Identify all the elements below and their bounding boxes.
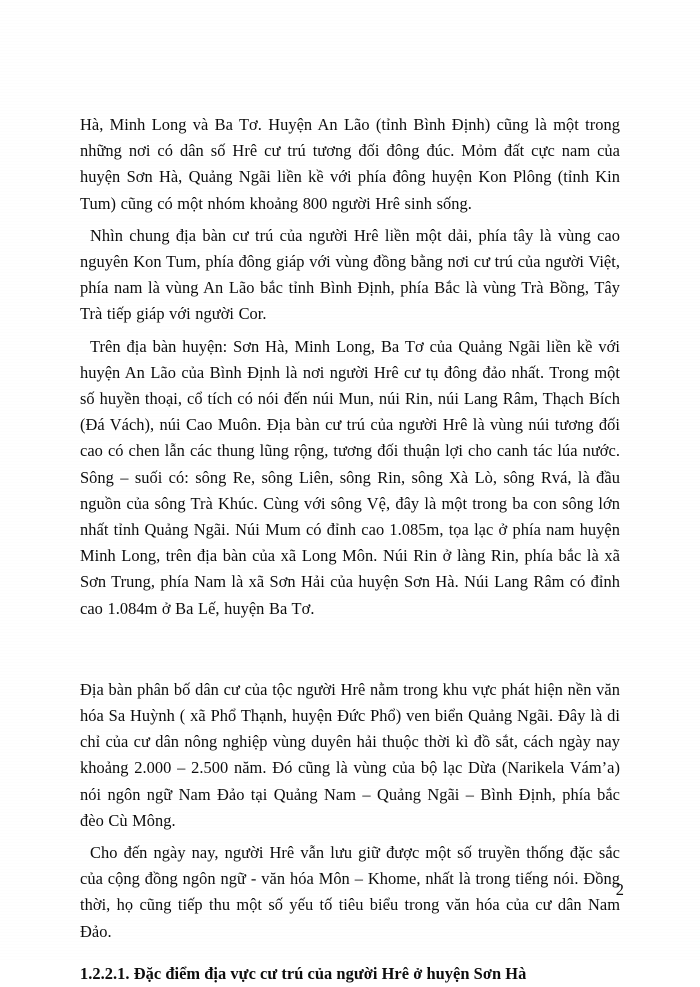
page-number: 2 <box>615 880 624 899</box>
page-body <box>80 112 620 987</box>
paragraph-1: Hà, Minh Long và Ba Tơ. Huyện An Lão (tỉnh Bình Định) cũng là một trong những nơi có dân số Hrê cư trú tương đối đông đúc. Mỏm đất cực nam của huyện Sơn Hà, Quảng Ngãi liền kề với phía đông huyện Kon Plông (tỉnh Kin Tum) cũng có một nhóm khoảng 800 người Hrê sinh sống. <box>80 115 620 213</box>
paragraph-4: Địa bàn phân bố dân cư của tộc người Hrê nằm trong khu vực phát hiện nền văn hóa Sa Huỳnh ( xã Phổ Thạnh, huyện Đức Phổ) ven biển Quảng Ngãi. Đây là di chỉ của cư dân nông nghiệp vùng duyên hải thuộc thời kì đồ sắt, cách ngày nay khoảng 2.000 – 2.500 năm. Đó cũng là vùng của bộ lạc Dừa (Narikela Vám’a) nói ngôn ngữ Nam Đảo tại Quảng Nam – Quảng Ngãi – Bình Định, phía bắc đèo Cù Mông. <box>80 679 620 830</box>
section-heading: 1.2.2.1. Đặc điểm địa vực cư trú của người Hrê ở huyện Sơn Hà <box>80 963 527 983</box>
paragraph-3: Trên địa bàn huyện: Sơn Hà, Minh Long, Ba Tơ của Quảng Ngãi liền kề với huyện An Lão của Bình Định là nơi người Hrê cư tụ đông đảo nhất. Trong một số huyền thoại, cổ tích có nói đến núi Mun, núi Rin, núi Lang Râm, Thạch Bích (Đá Vách), núi Cao Muôn. Địa bàn cư trú của người Hrê là vùng núi tương đối cao có chen lẫn các thung lũng rộng, tương đối thuận lợi cho canh tác lúa nước. Sông – suối có: sông Re, sông Liên, sông Rin, sông Xà Lò, sông Rvá, là đầu nguồn của sông Trà Khúc. Cùng với sông Vệ, đây là một trong ba con sông lớn nhất tỉnh Quảng Ngãi. Núi Mum có đỉnh cao 1.085m, tọa lạc ở phía nam huyện Minh Long, trên địa bàn của xã Long Môn. Núi Rin ở làng Rin, phía bắc là xã Sơn Trung, phía Nam là xã Sơn Hải của huyện Sơn Hà. Núi Lang Râm có đỉnh cao 1.084m ở Ba Lế, huyện Ba Tơ. <box>80 336 620 618</box>
paragraph-5: Cho đến ngày nay, người Hrê vẫn lưu giữ được một số truyền thống đặc sắc của cộng đồng ngôn ngữ - văn hóa Môn – Khome, nhất là trong tiếng nói. Đồng thời, họ cũng tiếp thu một số yếu tố tiêu biểu trong văn hóa của cư dân Nam Đảo. <box>80 843 620 941</box>
paragraph-2: Nhìn chung địa bàn cư trú của người Hrê liền một dải, phía tây là vùng cao nguyên Kon Tum, phía đông giáp với vùng đồng bằng nơi cư trú của người Việt, phía nam là vùng An Lão bắc tỉnh Bình Định, phía Bắc là vùng Trà Bồng, Tây Trà tiếp giáp với người Cor. <box>80 225 620 324</box>
